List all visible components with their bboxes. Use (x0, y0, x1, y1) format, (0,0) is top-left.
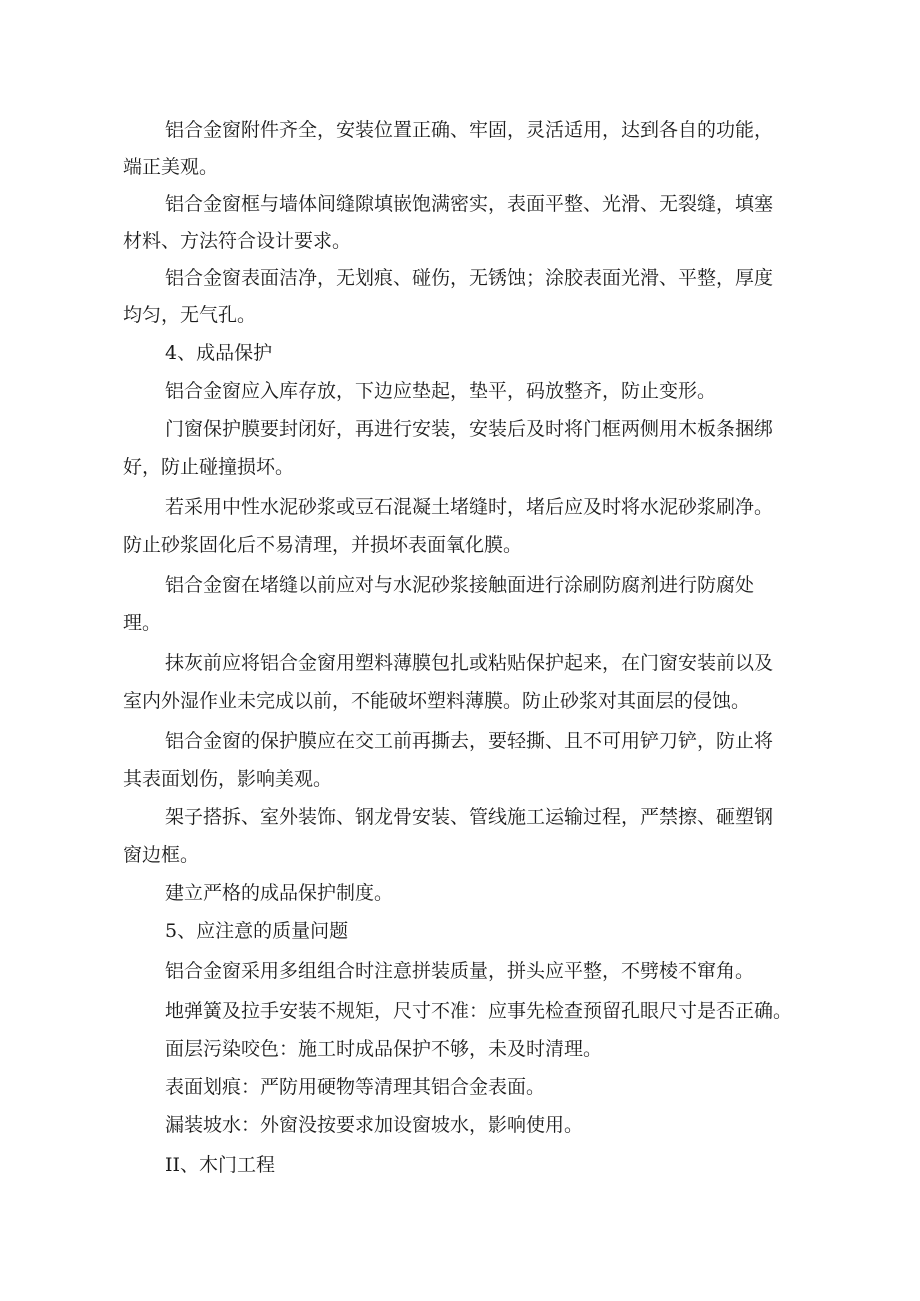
paragraph-line: 好，防止碰撞损坏。 (123, 456, 295, 478)
paragraph-line: 漏装坡水：外窗没按要求加设窗坡水，影响使用。 (165, 1114, 584, 1136)
paragraph-line: 铝合金窗附件齐全，安装位置正确、牢固，灵活适用，达到各自的功能， (165, 119, 774, 141)
paragraph-line: 理。 (123, 612, 162, 634)
paragraph-line: 表面划痕：严防用硬物等清理其铝合金表面。 (165, 1076, 546, 1098)
paragraph-line: 室内外湿作业未完成以前，不能破坏塑料薄膜。防止砂浆对其面层的侵蚀。 (123, 690, 751, 712)
paragraph-line: 铝合金窗在堵缝以前应对与水泥砂浆接触面进行涂刷防腐剂进行防腐处 (165, 574, 755, 596)
paragraph-line: 建立严格的成品保护制度。 (165, 882, 394, 904)
paragraph-line: 窗边框。 (123, 844, 200, 866)
paragraph-line: 架子搭拆、室外装饰、钢龙骨安装、管线施工运输过程，严禁擦、砸塑钢 (165, 806, 774, 828)
paragraph-line: 地弹簧及拉手安装不规矩，尺寸不准：应事先检查预留孔眼尺寸是否正确。 (165, 1000, 793, 1022)
paragraph-line: 面层污染咬色：施工时成品保护不够，未及时清理。 (165, 1038, 603, 1060)
paragraph-line: 材料、方法符合设计要求。 (123, 230, 352, 252)
paragraph-line: 门窗保护膜要封闭好，再进行安装，安装后及时将门框两侧用木板条捆绑 (165, 418, 774, 440)
paragraph-line: 铝合金窗框与墙体间缝隙填嵌饱满密实，表面平整、光滑、无裂缝，填塞 (165, 193, 774, 215)
paragraph-line: 铝合金窗采用多组组合时注意拼装质量，拼头应平整，不劈棱不窜角。 (165, 960, 755, 982)
paragraph-line: 均匀，无气孔。 (123, 304, 257, 326)
section-heading: II、木门工程 (165, 1154, 276, 1176)
section-heading: 4、成品保护 (165, 342, 273, 364)
paragraph-line: 其表面划伤，影响美观。 (123, 768, 333, 790)
paragraph-line: 抹灰前应将铝合金窗用塑料薄膜包扎或粘贴保护起来，在门窗安装前以及 (165, 652, 774, 674)
paragraph-line: 端正美观。 (123, 156, 219, 178)
paragraph-line: 防止砂浆固化后不易清理，并损坏表面氧化膜。 (123, 534, 523, 556)
paragraph-line: 铝合金窗的保护膜应在交工前再撕去，要轻撕、且不可用铲刀铲，防止将 (165, 730, 774, 752)
section-heading: 5、应注意的质量问题 (165, 920, 349, 942)
paragraph-line: 铝合金窗应入库存放，下边应垫起，垫平，码放整齐，防止变形。 (165, 380, 717, 402)
paragraph-line: 若采用中性水泥砂浆或豆石混凝土堵缝时，堵后应及时将水泥砂浆刷净。 (165, 496, 774, 518)
paragraph-line: 铝合金窗表面洁净，无划痕、碰伤，无锈蚀；涂胶表面光滑、平整，厚度 (165, 267, 774, 289)
